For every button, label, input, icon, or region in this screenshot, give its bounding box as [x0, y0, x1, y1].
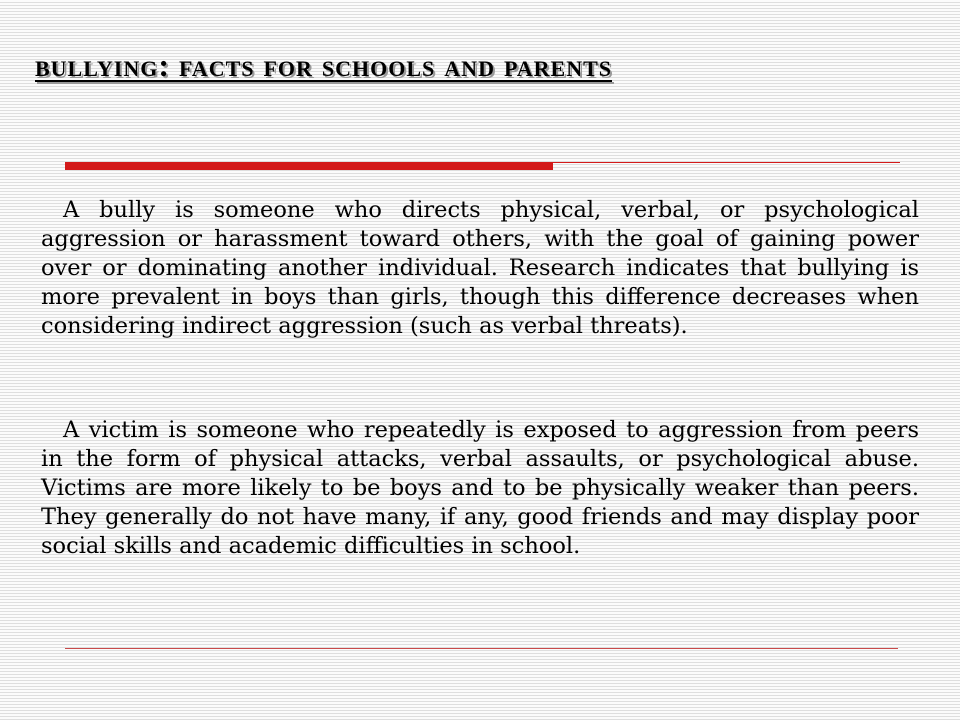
victim-definition-paragraph: [41, 416, 919, 561]
footer-divider: [65, 648, 898, 649]
title-divider-thin: [553, 162, 900, 163]
victim-definition-text: A victim is someone who repeatedly is exposed to aggression from peers in the form of physical attacks, verbal assaults, or psychological abuse. Victims are more likely to be boys and to be physically weaker than peers. They generally do not have many, if any, good friends and may display poor social skills and academic difficulties in school.: [41, 417, 919, 559]
bully-definition-paragraph: [41, 196, 919, 341]
slide-title: bullying: facts for schools and parents: [35, 47, 613, 83]
bully-definition-text: A bully is someone who directs physical, verbal, or psychological aggression or harassment toward others, with the goal of gaining power over or dominating another individual. Research indicates that bullying is more prevalent in boys than girls, though this difference decreases when considering indirect aggression (such as verbal threats).: [41, 197, 919, 339]
title-divider-thick: [65, 162, 553, 170]
